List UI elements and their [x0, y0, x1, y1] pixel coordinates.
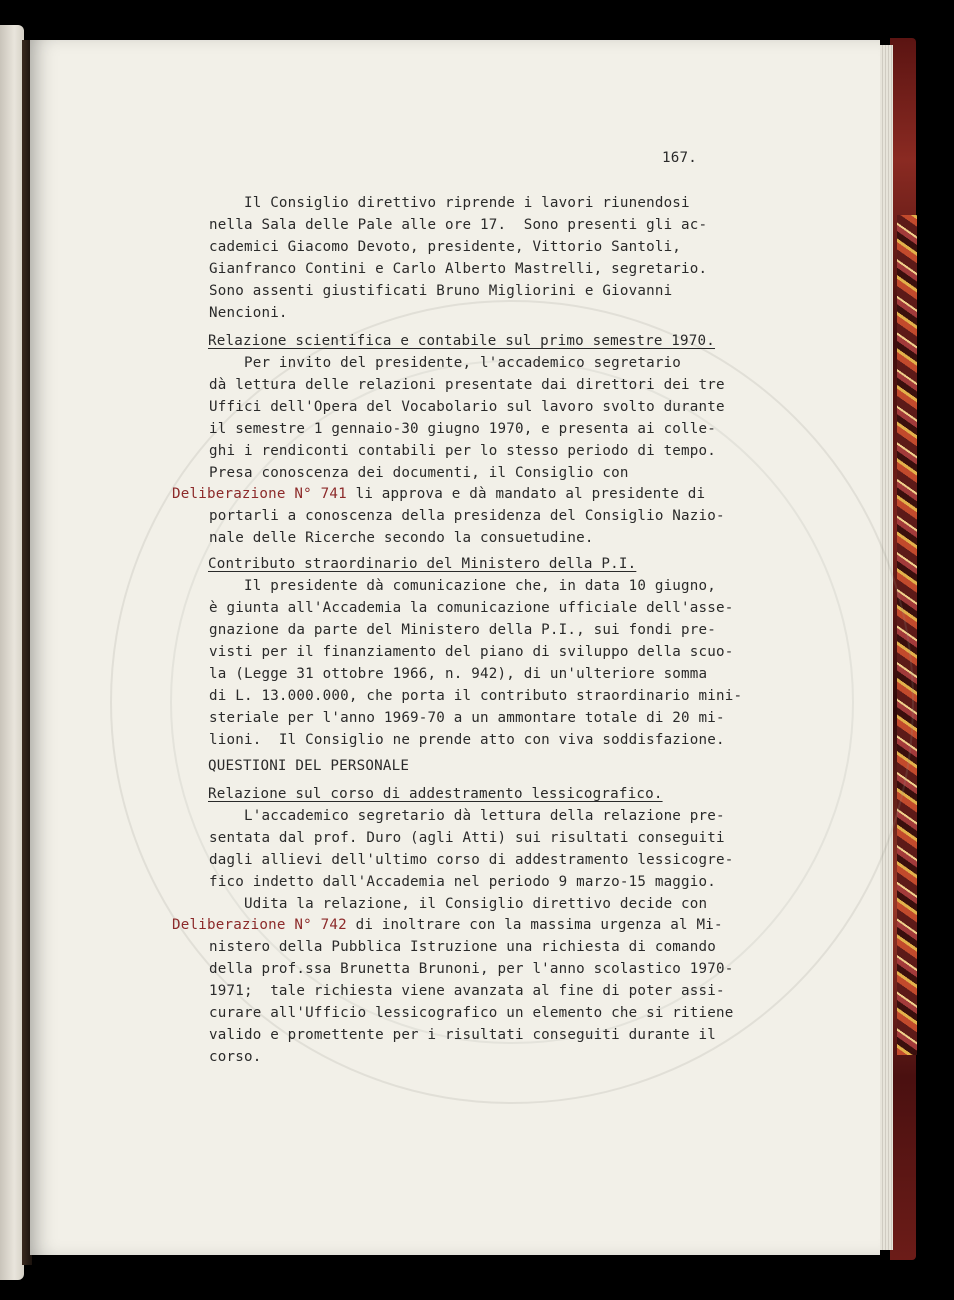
text-line: Uffici dell'Opera del Vocabolario sul lavoro svolto durante	[209, 399, 725, 415]
text-line: di L. 13.000.000, che porta il contributo straordinario mini-	[209, 688, 743, 704]
text-line: Per invito del presidente, l'accademico segretario	[209, 355, 682, 371]
text-line: è giunta all'Accademia la comunicazione ufficiale dell'asse-	[209, 600, 734, 616]
text-line: dagli allievi dell'ultimo corso di addestramento lessicogre-	[209, 852, 734, 868]
text-line: Il presidente dà comunicazione che, in data 10 giugno,	[209, 578, 717, 594]
text-line: dà lettura delle relazioni presentate dai direttori dei tre	[209, 377, 725, 393]
text-line: valido e promettente per i risultati conseguiti durante il	[209, 1027, 717, 1043]
deliberation-label: Deliberazione N° 741	[172, 486, 347, 502]
text-line: il semestre 1 gennaio-30 giugno 1970, e presenta ai colle-	[209, 421, 717, 437]
text-line: Gianfranco Contini e Carlo Alberto Mastrelli, segretario.	[209, 261, 708, 277]
text-line: steriale per l'anno 1969-70 a un ammontare totale di 20 mi-	[209, 710, 725, 726]
text-line: sentata dal prof. Duro (agli Atti) sui risultati conseguiti	[209, 830, 725, 846]
section-title: QUESTIONI DEL PERSONALE	[208, 758, 410, 774]
text-line: nistero della Pubblica Istruzione una richiesta di comando	[209, 939, 717, 955]
text-line: 1971; tale richiesta viene avanzata al fine di poter assi-	[209, 983, 725, 999]
text-line: nella Sala delle Pale alle ore 17. Sono presenti gli ac-	[209, 217, 708, 233]
section-heading: Relazione scientifica e contabile sul primo semestre 1970.	[208, 333, 716, 349]
section-heading: Relazione sul corso di addestramento lessicografico.	[208, 786, 663, 802]
text-line: Udita la relazione, il Consiglio direttivo decide con	[209, 896, 708, 912]
text-line: curare all'Ufficio lessicografico un elemento che si ritiene	[209, 1005, 734, 1021]
page-number: 167.	[662, 150, 697, 166]
text-line: Presa conoscenza dei documenti, il Consiglio con	[209, 465, 629, 481]
text-line: gnazione da parte del Ministero della P.I., sui fondi pre-	[209, 622, 717, 638]
text-line: fico indetto dall'Accademia nel periodo 9 marzo-15 maggio.	[209, 874, 717, 890]
text-line: Il Consiglio direttivo riprende i lavori riunendosi	[209, 195, 690, 211]
text-line: L'accademico segretario dà lettura della relazione pre-	[209, 808, 725, 824]
left-page-edge	[0, 25, 24, 1280]
text-line: cademici Giacomo Devoto, presidente, Vittorio Santoli,	[209, 239, 682, 255]
section-heading: Contributo straordinario del Ministero della P.I.	[208, 556, 637, 572]
text-line: nale delle Ricerche secondo la consuetudine.	[209, 530, 594, 546]
text-line: Sono assenti giustificati Bruno Migliorini e Giovanni	[209, 283, 673, 299]
text-line: li approva e dà mandato al presidente di	[346, 486, 706, 502]
text-line: ghi i rendiconti contabili per lo stesso periodo di tempo.	[209, 443, 717, 459]
text-line: della prof.ssa Brunetta Brunoni, per l'anno scolastico 1970-	[209, 961, 734, 977]
text-line: corso.	[209, 1049, 262, 1065]
deliberation-line	[172, 915, 723, 937]
text-line: Nencioni.	[209, 305, 288, 321]
text-line: visti per il finanziamento del piano di sviluppo della scuo-	[209, 644, 734, 660]
deliberation-line	[172, 484, 705, 506]
text-line: lioni. Il Consiglio ne prende atto con viva soddisfazione.	[209, 732, 725, 748]
text-line: di inoltrare con la massima urgenza al Mi-	[346, 917, 723, 933]
text-line: portarli a conoscenza della presidenza del Consiglio Nazio-	[209, 508, 725, 524]
deliberation-label: Deliberazione N° 742	[172, 917, 347, 933]
text-line: la (Legge 31 ottobre 1966, n. 942), di un'ulteriore somma	[209, 666, 708, 682]
